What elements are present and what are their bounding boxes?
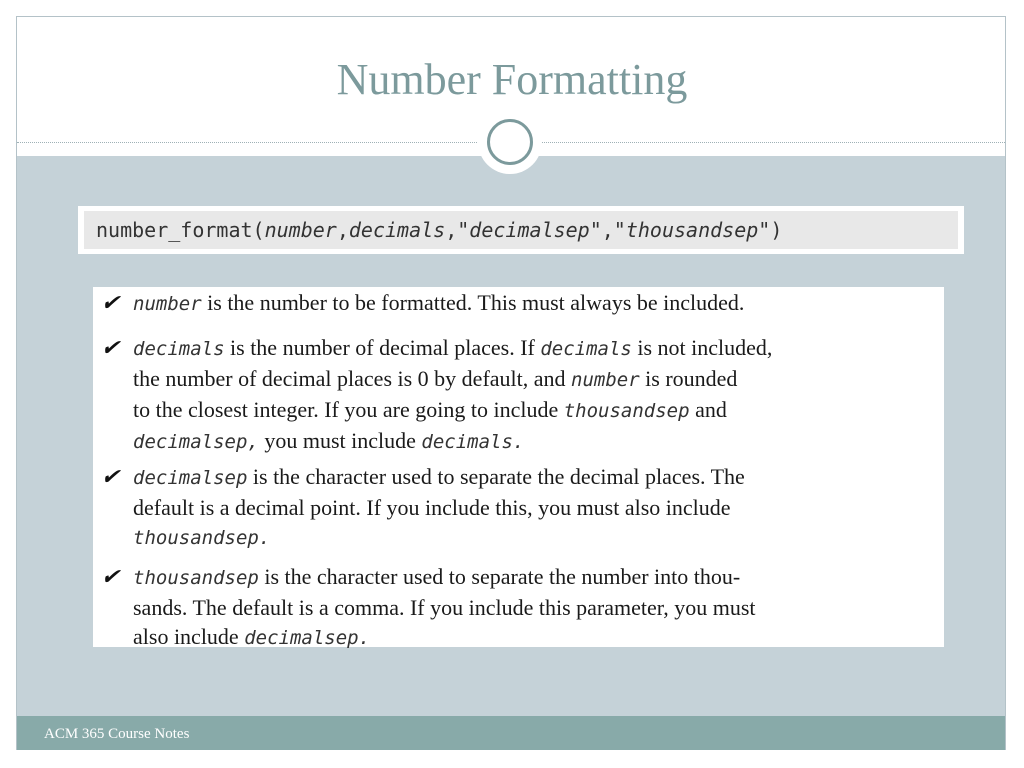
- bullet-text: is the number to be formatted. This must always be included.: [201, 290, 745, 315]
- parameter-name: thousandsep: [133, 567, 259, 589]
- checkmark-icon: ✔: [98, 464, 126, 489]
- parameter-name: thousandsep.: [133, 527, 271, 549]
- parameter-name: number: [133, 293, 202, 315]
- bullet-text: to the closest integer. If you are going to include: [133, 397, 564, 422]
- syntax-arg-decimals: decimals: [348, 218, 446, 242]
- bullet-text: is the number of decimal places. If: [224, 335, 541, 360]
- bullet-text: is rounded: [639, 366, 738, 391]
- bullet-text: is not included,: [631, 335, 773, 360]
- parameter-name: decimalsep.: [244, 627, 371, 649]
- bullet-item: [133, 562, 943, 653]
- syntax-line: [96, 217, 782, 243]
- parameter-name: thousandsep: [563, 400, 690, 422]
- syntax-sep: ,: [336, 218, 349, 242]
- bullet-text: default is a decimal point. If you include this, you must also include: [133, 495, 731, 520]
- bullet-line: [133, 288, 943, 319]
- bullet-text: is the character used to separate the number into thou-: [258, 564, 741, 589]
- parameter-name: decimalsep: [133, 467, 248, 489]
- bullet-item: [133, 288, 943, 319]
- syntax-sep: ",": [589, 218, 626, 242]
- bullet-line: [133, 395, 943, 426]
- bullet-line: [133, 562, 943, 593]
- bullet-text: is the character used to separate the decimal places. The: [247, 464, 745, 489]
- parameter-name: decimals.: [421, 431, 525, 453]
- syntax-arg-thousandsep: thousandsep: [625, 218, 759, 242]
- bullet-line: [133, 426, 943, 457]
- syntax-arg-decimalsep: decimalsep: [469, 218, 590, 242]
- bullet-item: [133, 333, 943, 457]
- slide-title: Number Formatting: [336, 55, 688, 104]
- syntax-arg-number: number: [264, 218, 337, 242]
- bullet-item: [133, 462, 943, 553]
- parameter-name: decimals: [133, 338, 225, 360]
- bullet-line: [133, 364, 943, 395]
- bullet-text: you must include: [258, 428, 422, 453]
- syntax-close: "): [758, 218, 783, 242]
- bullet-text: also include: [133, 624, 245, 649]
- circle-ornament-icon: [487, 119, 533, 165]
- checkmark-icon: ✔: [98, 335, 126, 360]
- bullet-line: [133, 622, 943, 653]
- parameter-name: decimalsep,: [133, 431, 259, 453]
- bullet-line: [133, 493, 943, 522]
- bullet-line: [133, 522, 943, 553]
- parameter-name: number: [571, 369, 640, 391]
- bullet-text: the number of decimal places is 0 by default, and: [133, 366, 572, 391]
- syntax-sep: ,": [445, 218, 470, 242]
- parameter-name: decimals: [540, 338, 632, 360]
- bullet-text: and: [689, 397, 727, 422]
- footer-text: ACM 365 Course Notes: [44, 726, 190, 742]
- syntax-function: number_format(: [96, 218, 265, 242]
- bullet-line: [133, 462, 943, 493]
- checkmark-icon: ✔: [98, 564, 126, 589]
- checkmark-icon: ✔: [98, 290, 126, 315]
- bullet-text: sands. The default is a comma. If you include this parameter, you must: [133, 595, 756, 620]
- bullet-line: [133, 333, 943, 364]
- bullet-line: [133, 593, 943, 622]
